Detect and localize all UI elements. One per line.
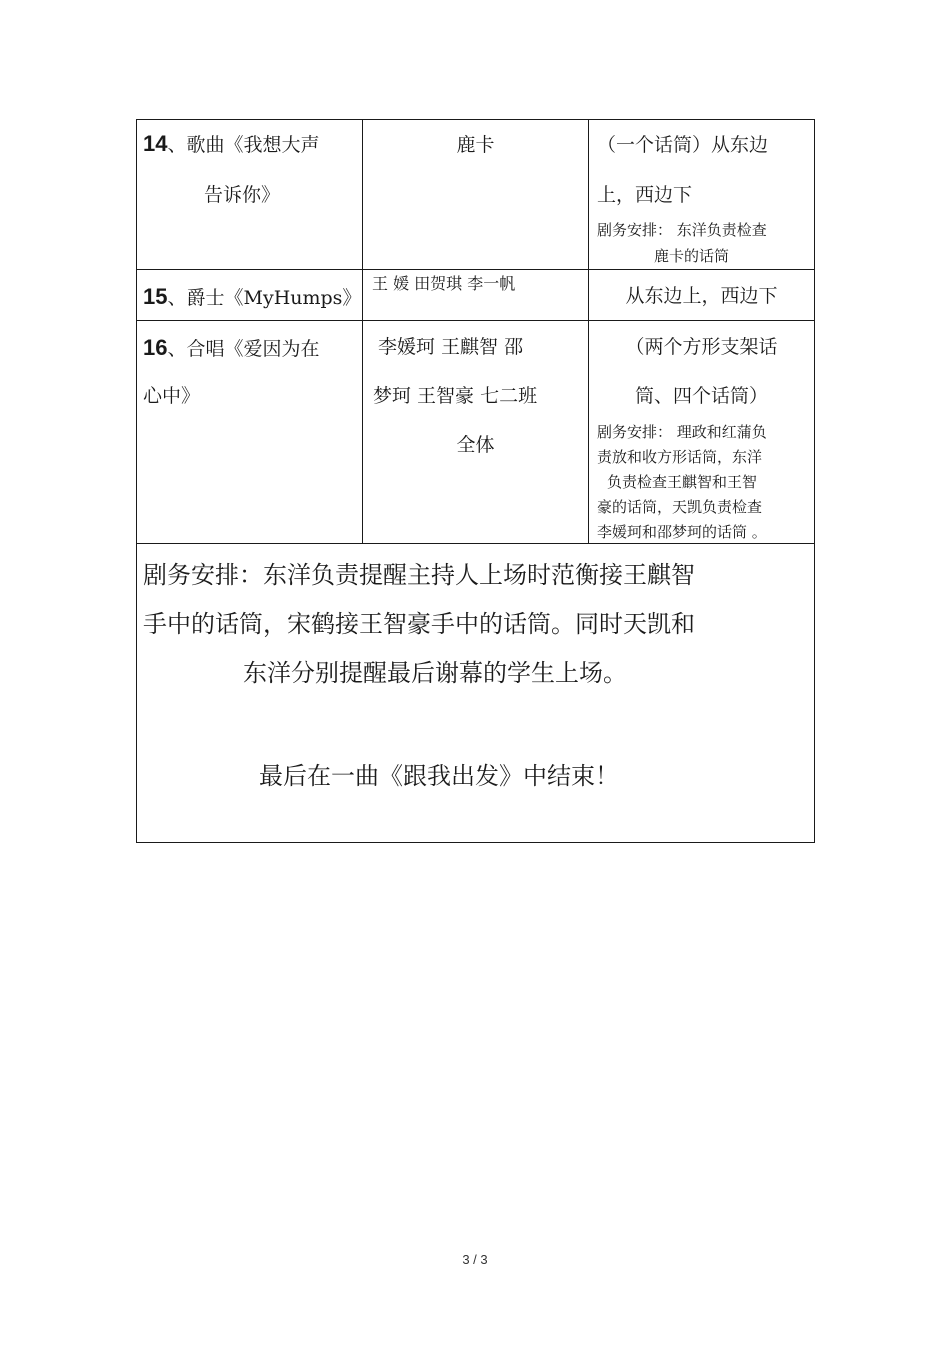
program-number-separator: 、: [167, 134, 187, 156]
stage-notes: （两个方形支架话: [625, 336, 778, 358]
performers: 梦珂 王智豪 七二班: [373, 385, 538, 407]
program-title-line: 心中》: [143, 385, 201, 407]
column-divider: [362, 119, 363, 544]
program-title-line: 歌曲《我想大声: [186, 134, 320, 156]
program-title: [143, 130, 320, 157]
page-number: 3 / 3: [462, 1252, 488, 1267]
crew-arrangement: 责放和收方形话筒，东洋: [597, 448, 763, 466]
stage-notes: （一个话筒）从东边: [597, 134, 769, 156]
program-title-line: 告诉你》: [204, 184, 281, 206]
table-border-left: [136, 119, 137, 843]
closing-note-line: 剧务安排：东洋负责提醒主持人上场时范衡接王麒智: [143, 561, 695, 589]
closing-statement: 最后在一曲《跟我出发》中结束！: [259, 762, 619, 790]
performers: 全体: [456, 434, 495, 456]
program-number-separator: 、: [167, 287, 187, 309]
program-title-line: 合唱《爱因为在: [186, 338, 320, 360]
performers: 王 媛 田贺琪 李一帆: [372, 274, 516, 293]
performers: 鹿卡: [456, 134, 495, 156]
stage-notes: 筒、四个话筒）: [634, 385, 768, 407]
table-border-right: [814, 119, 815, 843]
program-number: 14: [143, 131, 168, 156]
row-divider: [136, 269, 815, 270]
table-border-top: [136, 119, 815, 120]
crew-arrangement: 剧务安排： 东洋负责检查: [597, 221, 767, 239]
crew-arrangement: 李媛珂和邵梦珂的话筒 。: [597, 523, 767, 541]
program-number: 15: [143, 284, 168, 309]
crew-arrangement: 豪的话筒，天凯负责检查: [597, 498, 763, 516]
crew-arrangement: 鹿卡的话筒: [654, 247, 730, 265]
program-number-separator: 、: [167, 338, 187, 360]
performers: 李媛珂 王麒智 邵: [378, 336, 524, 358]
crew-arrangement: 负责检查王麒智和王智: [607, 473, 758, 491]
stage-notes: 上，西边下: [597, 184, 693, 206]
row-divider: [136, 543, 815, 544]
table-border-bottom: [136, 842, 815, 843]
closing-note-line: 东洋分别提醒最后谢幕的学生上场。: [243, 659, 627, 687]
program-number: 16: [143, 335, 168, 360]
program-title-line: 爵士《MyHumps》: [186, 287, 362, 309]
row-divider: [136, 320, 815, 321]
stage-notes: 从东边上，西边下: [625, 285, 778, 307]
program-title: [143, 283, 361, 310]
crew-arrangement: 剧务安排： 理政和红蒲负: [597, 423, 767, 441]
closing-note-line: 手中的话筒，宋鹤接王智豪手中的话筒。同时天凯和: [143, 610, 695, 638]
program-title: [143, 334, 320, 361]
